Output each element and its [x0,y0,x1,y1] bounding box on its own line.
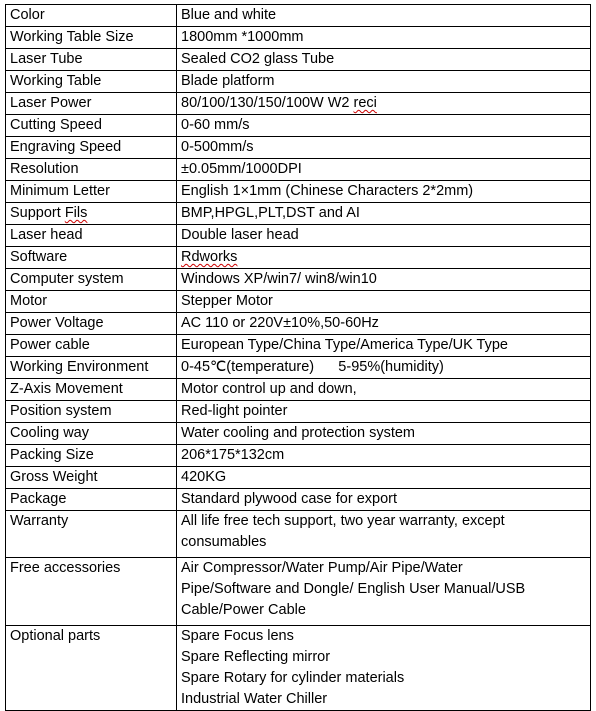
spec-value: Standard plywood case for export [177,489,591,511]
spell-flagged-word: Rdworks [181,249,238,265]
spec-value-line: consumables [181,534,267,550]
table-row [6,558,591,626]
table-row [6,489,591,511]
spec-value: Water cooling and protection system [177,423,591,445]
table-row [6,313,591,335]
spec-value: Blade platform [177,71,591,93]
spec-label: Free accessories [6,558,177,626]
spec-value: 206*175*132cm [177,445,591,467]
spec-label: Warranty [6,511,177,558]
spec-label: Laser head [6,225,177,247]
table-row [6,401,591,423]
spec-label: Power Voltage [6,313,177,335]
spec-value: Blue and white [177,5,591,27]
table-row [6,27,591,49]
table-row [6,423,591,445]
spec-value-line: Pipe/Software and Dongle/ English User Manual/USB [181,581,526,597]
spec-label-text: Support [10,205,65,221]
spec-value-line: Industrial Water Chiller [181,691,328,707]
table-row [6,203,591,225]
table-row [6,269,591,291]
spec-value: English 1×1mm (Chinese Characters 2*2mm) [177,181,591,203]
table-row [6,137,591,159]
spec-label: Cooling way [6,423,177,445]
spec-label: Position system [6,401,177,423]
spec-label: Motor [6,291,177,313]
spec-value [177,626,591,711]
spec-label: Cutting Speed [6,115,177,137]
spec-value: Sealed CO2 glass Tube [177,49,591,71]
spell-flagged-word: Fils [64,205,88,221]
specifications-table [5,4,591,711]
table-row [6,291,591,313]
spec-value-line: Spare Reflecting mirror [181,649,331,665]
spec-value: Double laser head [177,225,591,247]
spec-value: Motor control up and down, [177,379,591,401]
spec-label: Working Environment [6,357,177,379]
table-row [6,379,591,401]
spec-label: Working Table [6,71,177,93]
spec-value-text: 80/100/130/150/100W W2 [181,95,354,111]
spec-value [177,558,591,626]
table-row [6,626,591,711]
spec-value: Red-light pointer [177,401,591,423]
table-row [6,71,591,93]
spec-label: Z-Axis Movement [6,379,177,401]
spec-label: Minimum Letter [6,181,177,203]
spec-label: Laser Power [6,93,177,115]
spec-value: 1800mm *1000mm [177,27,591,49]
table-row [6,511,591,558]
spec-value: 0-45℃(temperature) 5-95%(humidity) [177,357,591,379]
spec-value-line: Spare Focus lens [181,628,294,644]
spec-label: Power cable [6,335,177,357]
table-row [6,247,591,269]
table-row [6,49,591,71]
table-row [6,445,591,467]
table-row [6,159,591,181]
table-row [6,5,591,27]
spec-value [177,247,591,269]
table-row [6,115,591,137]
spec-value-line: Air Compressor/Water Pump/Air Pipe/Water [181,560,463,576]
spec-label: Package [6,489,177,511]
spec-value-line: Cable/Power Cable [181,602,306,618]
table-row [6,181,591,203]
spec-label [6,203,177,225]
spec-label: Computer system [6,269,177,291]
spec-label: Color [6,5,177,27]
spec-label: Gross Weight [6,467,177,489]
table-row [6,225,591,247]
table-row [6,335,591,357]
spec-value: Windows XP/win7/ win8/win10 [177,269,591,291]
spec-value: European Type/China Type/America Type/UK Type [177,335,591,357]
spell-flagged-word: reci [353,95,377,111]
spec-label: Software [6,247,177,269]
table-row [6,467,591,489]
spec-label: Working Table Size [6,27,177,49]
spec-value: 0-500mm/s [177,137,591,159]
spec-label: Optional parts [6,626,177,711]
spec-value: Stepper Motor [177,291,591,313]
spec-label: Packing Size [6,445,177,467]
table-row [6,357,591,379]
spec-value [177,93,591,115]
spec-value-line: All life free tech support, two year warranty, except [181,513,505,529]
spec-label: Laser Tube [6,49,177,71]
spec-value: 420KG [177,467,591,489]
spec-value [177,511,591,558]
spec-value: AC 110 or 220V±10%,50-60Hz [177,313,591,335]
spec-value-line: Spare Rotary for cylinder materials [181,670,405,686]
spec-label: Engraving Speed [6,137,177,159]
table-row [6,93,591,115]
spec-value: 0-60 mm/s [177,115,591,137]
spec-value: ±0.05mm/1000DPI [177,159,591,181]
spec-label: Resolution [6,159,177,181]
spec-value: BMP,HPGL,PLT,DST and AI [177,203,591,225]
